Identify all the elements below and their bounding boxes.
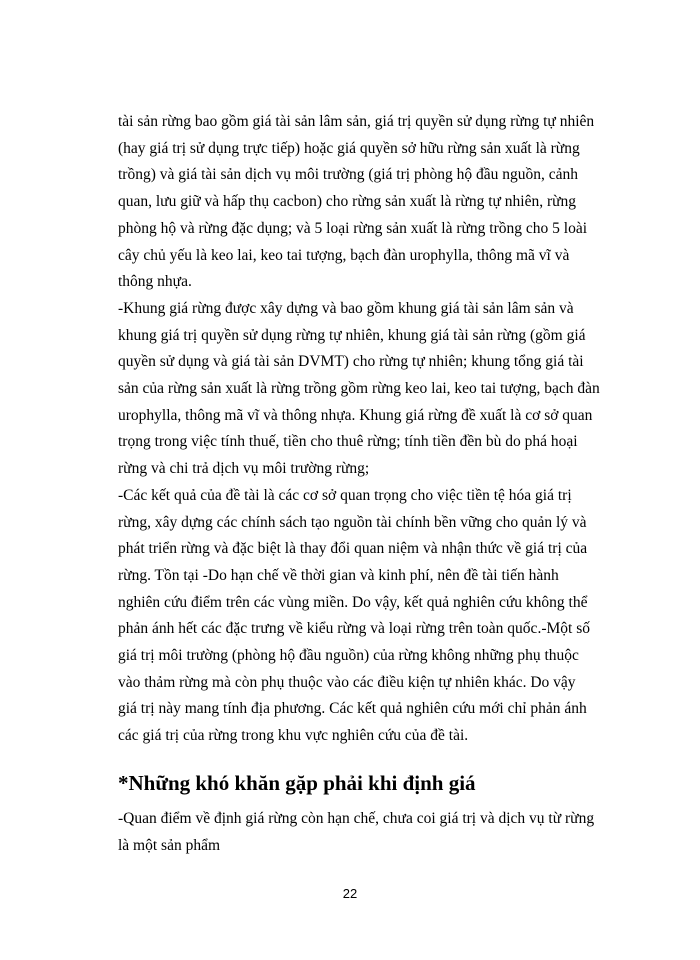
body-line: cây chủ yếu là keo lai, keo tai tượng, bạch đàn urophylla, thông mã vĩ và: [118, 246, 570, 264]
body-line: giá trị này mang tính địa phương. Các kết quả nghiên cứu mới chỉ phản ánh: [118, 700, 587, 718]
body-line: nghiên cứu điểm trên các vùng miền. Do vậy, kết quả nghiên cứu không thể: [118, 593, 588, 611]
body-line: -Các kết quả của đề tài là các cơ sở quan trọng cho việc tiền tệ hóa giá trị: [118, 486, 572, 504]
body-line: sản của rừng sản xuất là rừng trồng gồm rừng keo lai, keo tai tượng, bạch đàn: [118, 380, 600, 398]
section-heading: *Những khó khăn gặp phải khi định giá: [118, 771, 476, 795]
page-number: 22: [342, 886, 358, 901]
body-line: (hay giá trị sử dụng trực tiếp) hoặc giá quyền sở hữu rừng sản xuất là rừng: [118, 139, 580, 157]
body-line: tài sản rừng bao gồm giá tài sản lâm sản, giá trị quyền sử dụng rừng tự nhiên: [118, 113, 595, 130]
body-line: trồng) và giá tài sản dịch vụ môi trường (giá trị phòng hộ đầu nguồn, cảnh: [118, 166, 578, 184]
body-line: rừng, xây dựng các chính sách tạo nguồn tài chính bền vững cho quản lý và: [118, 513, 587, 531]
body-text: [118, 109, 638, 750]
body-line: rừng và chi trả dịch vụ môi trường rừng;: [118, 460, 370, 478]
section-line: -Quan điểm về định giá rừng còn hạn chế, chưa coi giá trị và dịch vụ từ rừng: [118, 810, 595, 827]
section-line: là một sản phẩm: [118, 836, 221, 854]
body-line: quan, lưu giữ và hấp thụ cacbon) cho rừng sản xuất là rừng tự nhiên, rừng: [118, 193, 577, 211]
body-line: -Khung giá rừng được xây dựng và bao gồm khung giá tài sản lâm sản và: [118, 299, 574, 317]
body-line: rừng. Tồn tại -Do hạn chế về thời gian và kinh phí, nên đề tài tiến hành: [118, 566, 559, 584]
body-line: khung giá trị quyền sử dụng rừng tự nhiên, khung giá tài sản rừng (gồm giá: [118, 326, 586, 344]
body-line: thông nhựa.: [118, 273, 192, 291]
body-line: phòng hộ và rừng đặc dụng; và 5 loại rừng sản xuất là rừng trồng cho 5 loài: [118, 219, 588, 237]
body-line: quyền sử dụng và giá tài sản DVMT) cho rừng tự nhiên; khung tổng giá tài: [118, 353, 584, 371]
section-text: [118, 806, 638, 859]
body-line: các giá trị của rừng trong khu vực nghiên cứu của đề tài.: [118, 727, 469, 745]
body-line: phát triển rừng và đặc biệt là thay đổi quan niệm và nhận thức về giá trị của: [118, 540, 588, 558]
body-line: vào thảm rừng mà còn phụ thuộc vào các điều kiện tự nhiên khác. Do vậy: [118, 673, 576, 691]
body-line: giá trị môi trường (phòng hộ đầu nguồn) của rừng không những phụ thuộc: [118, 647, 579, 665]
body-line: phản ánh hết các đặc trưng về kiểu rừng và loại rừng trên toàn quốc.-Một số: [118, 620, 590, 638]
body-line: urophylla, thông mã vĩ và thông nhựa. Khung giá rừng đề xuất là cơ sở quan: [118, 406, 593, 424]
body-line: trọng trong việc tính thuế, tiền cho thuê rừng; tính tiền đền bù do phá hoại: [118, 433, 578, 451]
